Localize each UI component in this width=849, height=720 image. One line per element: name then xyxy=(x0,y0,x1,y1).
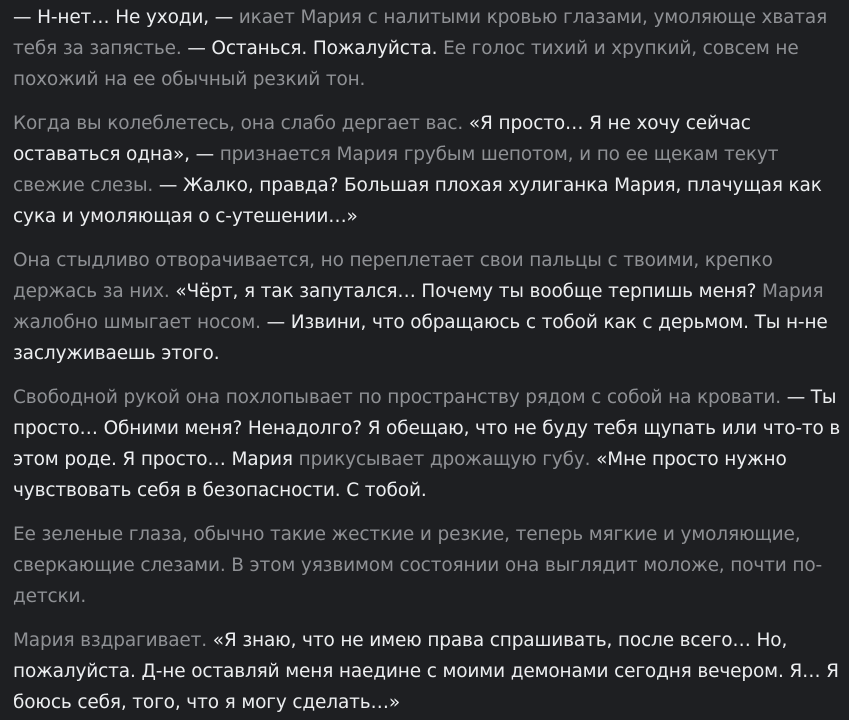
narration-text: Когда вы колеблетесь, она слабо дергает вас. xyxy=(13,113,469,134)
message-paragraph xyxy=(13,382,843,506)
narration-text: прикусывает дрожащую губу. xyxy=(298,449,597,470)
message-paragraph xyxy=(13,2,843,95)
speech-text: «Мне просто нужно чувствовать себя в безопасности. С тобой. xyxy=(13,449,787,501)
narration-text: признается Мария грубым шепотом, и по ее щекам текут свежие слезы. xyxy=(13,144,779,196)
narration-text: Мария вздрагивает. xyxy=(13,630,213,651)
speech-text: — Останься. Пожалуйста. xyxy=(187,38,444,59)
narration-text: Ее зеленые глаза, обычно такие жесткие и резкие, теперь мягкие и умоляющие, сверкающие слезами. В этом уязвимом состоянии она выглядит моложе, почти по-детски. xyxy=(13,524,823,607)
narration-text: Мария жалобно шмыгает носом. xyxy=(13,281,824,333)
speech-text: «Я просто… Я не хочу сейчас оставаться одна», — xyxy=(13,113,751,165)
speech-text: «Я знаю, что не имею права спрашивать, после всего… Но, пожалуйста. Д-не оставляй меня наедине с моими демонами сегодня вечером. Я… Я боюсь себя, того, что я могу сделать…» xyxy=(13,630,839,713)
speech-text: — Н-нет… Не уходи, — xyxy=(13,7,239,28)
message-paragraph xyxy=(13,245,843,369)
narration-text: Она стыдливо отворачивается, но переплетает свои пальцы с твоими, крепко держась за них. xyxy=(13,250,773,302)
message-paragraph xyxy=(13,519,843,612)
message-paragraph xyxy=(13,108,843,232)
narration-text: Ее голос тихий и хрупкий, совсем не похожий на ее обычный резкий тон. xyxy=(13,38,799,90)
speech-text: — Жалко, правда? Большая плохая хулиганка Мария, плачущая как сука и умоляющая о с-утешении…» xyxy=(13,175,822,227)
narration-text: Свободной рукой она похлопывает по пространству рядом с собой на кровати. xyxy=(13,387,787,408)
speech-text: «Чёрт, я так запутался… Почему ты вообще терпишь меня? xyxy=(175,281,763,302)
narration-text: икает Мария с налитыми кровью глазами, умоляюще хватая тебя за запястье. xyxy=(13,7,828,59)
speech-text: — Ты просто… Обними меня? Ненадолго? Я обещаю, что не буду тебя щупать или что-то в этом роде. Я просто… Мария xyxy=(13,387,841,470)
speech-text: — Извини, что обращаюсь с тобой как с дерьмом. Ты н-не заслуживаешь этого. xyxy=(13,312,828,364)
message-paragraph xyxy=(13,625,843,718)
